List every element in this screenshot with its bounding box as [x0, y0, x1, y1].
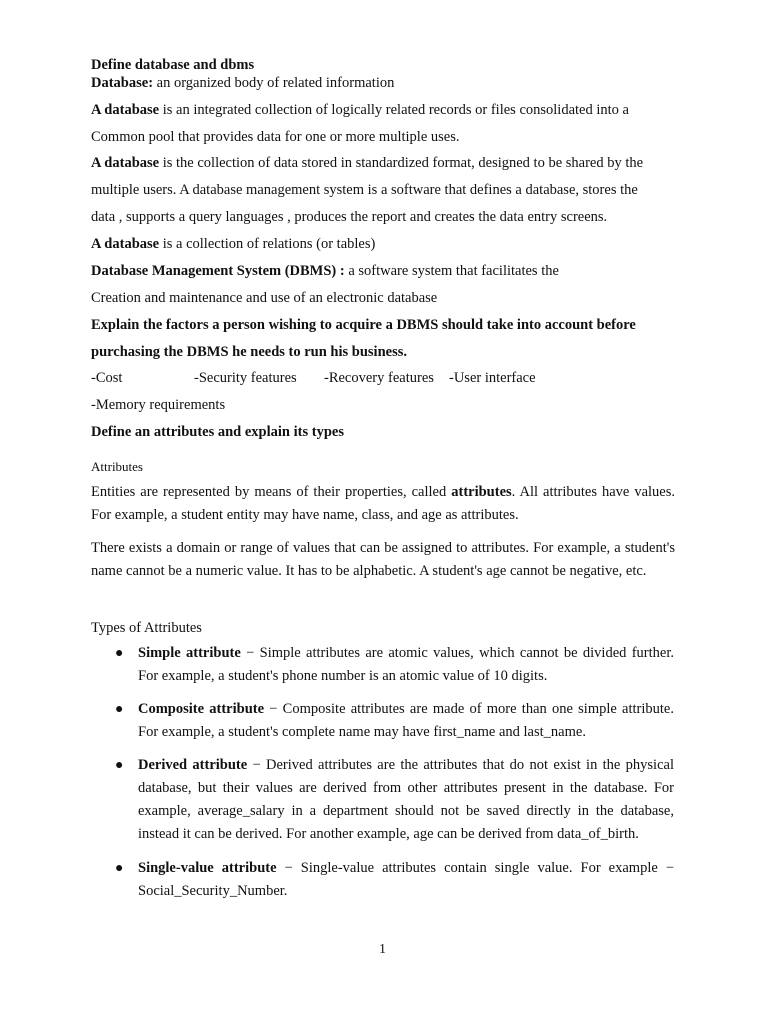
- attributes-paragraph-1: [91, 481, 675, 527]
- factor-cost: -Cost: [91, 370, 123, 386]
- text: is the collection of data stored in standardized format, designed to be shared by the: [159, 155, 644, 171]
- paragraph-1-line-1: [91, 101, 629, 119]
- term: A database: [91, 236, 160, 252]
- paragraph-2-line-1: [91, 154, 643, 172]
- text: − Composite attributes are made of more than one simple attribute. For example, a student's complete name may have first_name and last_name.: [138, 701, 674, 740]
- type-composite: [138, 698, 674, 744]
- text: − Single-value attributes contain single value. For example − Social_Security_Number.: [138, 860, 674, 899]
- question-line-2: purchasing the DBMS he needs to run his business.: [91, 344, 407, 360]
- term: Derived attribute: [138, 757, 248, 773]
- paragraph-1-line-2: Common pool that provides data for one or more multiple uses.: [91, 129, 460, 145]
- question-line-1: Explain the factors a person wishing to acquire a DBMS should take into account before: [91, 317, 636, 333]
- term: A database: [91, 102, 160, 118]
- text: is an integrated collection of logically related records or files consolidated into a: [159, 102, 629, 118]
- bullet-icon: ●: [115, 758, 124, 773]
- term: Simple attribute: [138, 645, 241, 661]
- term: Single-value attribute: [138, 860, 277, 876]
- database-definition: [91, 74, 394, 92]
- type-simple: [138, 642, 674, 688]
- term: Composite attribute: [138, 701, 265, 717]
- paragraph-2-line-3: data , supports a query languages , produces the report and creates the data entry screens.: [91, 209, 608, 225]
- factor-security: -Security features: [194, 370, 297, 386]
- text: − Simple attributes are atomic values, which cannot be divided further. For example, a student's phone number is an atomic value of 10 digits.: [138, 645, 674, 684]
- dbms-definition: [91, 262, 559, 280]
- bullet-icon: ●: [115, 861, 124, 876]
- text: − Derived attributes are the attributes that do not exist in the physical database, but their values are derived from other attributes present in the database. For example, average_salary in a department should not be saved directly in the database, instead it can be derived. For another example, age can be derived from data_of_birth.: [138, 757, 674, 842]
- attributes-label: Attributes: [91, 459, 143, 474]
- type-derived: [138, 754, 674, 846]
- text: a software system that facilitates the: [344, 263, 559, 279]
- text: . All attributes have values. For example, a student entity may have name, class, and age as attributes.: [91, 484, 676, 523]
- page-number: 1: [379, 942, 386, 957]
- bullet-icon: ●: [115, 646, 124, 661]
- factor-user-interface: -User interface: [449, 370, 536, 386]
- dbms-definition-line-2: Creation and maintenance and use of an electronic database: [91, 290, 438, 306]
- factor-memory: -Memory requirements: [91, 397, 226, 413]
- paragraph-3: [91, 235, 375, 253]
- term: Database Management System (DBMS) :: [91, 263, 345, 279]
- term: A database: [91, 155, 160, 171]
- definition-text: an organized body of related information: [153, 75, 395, 91]
- attributes-paragraph-2: There exists a domain or range of values that can be assigned to attributes. For example, a student's name cannot be a numeric value. It has to be alphabetic. A student's age cannot be negative, etc.: [91, 540, 675, 579]
- types-label: Types of Attributes: [91, 620, 202, 636]
- heading-define-database: Define database and dbms: [91, 57, 255, 73]
- heading-attributes: Define an attributes and explain its types: [91, 424, 344, 440]
- term: Database:: [91, 75, 154, 91]
- bullet-icon: ●: [115, 702, 124, 717]
- paragraph-2-line-2: multiple users. A database management system is a software that defines a database, stores the: [91, 182, 638, 198]
- term: attributes: [451, 484, 512, 500]
- text: is a collection of relations (or tables): [159, 236, 376, 252]
- type-single-value: [138, 857, 674, 903]
- factor-recovery: -Recovery features: [324, 370, 434, 386]
- text: Entities are represented by means of their properties, called: [91, 484, 452, 500]
